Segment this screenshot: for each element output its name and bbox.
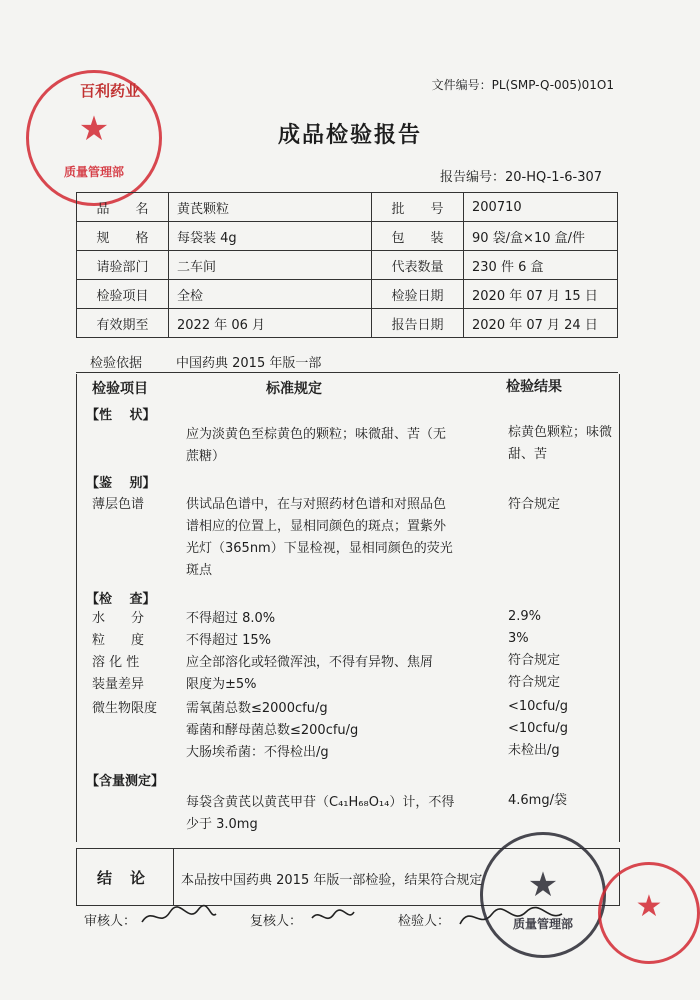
test-date-value: 2020 年 07 月 15 日 [464, 280, 618, 309]
star-icon: ★ [78, 109, 110, 149]
batch-value: 200710 [464, 193, 618, 222]
pack-value: 90 袋/盒×10 盒/件 [464, 222, 618, 251]
signature-graphic [308, 902, 358, 930]
stamp-qa-text: 质量管理部 [63, 165, 124, 179]
microbe-result-3: 未检出/g [508, 743, 560, 758]
company-brand: 百利药业 [80, 82, 141, 100]
water-standard: 不得超过 8.0% [186, 611, 276, 626]
col-header-result: 检验结果 [506, 379, 562, 395]
test-date-label: 检验日期 [372, 280, 464, 309]
tester-label: 检验人： [398, 914, 451, 929]
tlc-item: 薄层色谱 [92, 497, 145, 512]
dept-value: 二车间 [169, 251, 372, 280]
section-identification: 【鉴 别】 [86, 476, 156, 491]
pack-label: 包 装 [372, 222, 464, 251]
rechecker-label: 复核人： [250, 914, 303, 929]
company-stamp [480, 832, 606, 958]
expiry-value: 2022 年 06 月 [169, 309, 372, 338]
page-title: 成品检验报告 [277, 123, 422, 148]
assay-standard-2: 少于 3.0mg [186, 817, 258, 832]
microbe-standard-2: 霉菌和酵母菌总数≤200cfu/g [186, 723, 359, 738]
report-number: 报告编号：20-HQ-1-6-307 [440, 170, 603, 185]
conclusion-text: 本品按中国药典 2015 年版一部检验，结果符合规定 [181, 873, 483, 888]
solubility-result: 符合规定 [508, 653, 561, 668]
section-assay: 【含量测定】 [86, 774, 165, 789]
section-appearance: 【性 状】 [86, 408, 156, 423]
spec-value: 每袋装 4g [169, 222, 372, 251]
reviewer-label: 审核人： [84, 914, 137, 929]
tlc-result: 符合规定 [508, 497, 561, 512]
microbe-standard-3: 大肠埃希菌：不得检出/g [186, 745, 329, 760]
info-table [76, 192, 618, 338]
basis-value: 中国药典 2015 年版一部 [176, 356, 322, 371]
signature-graphic [138, 902, 218, 930]
doc-number: 文件编号：PL(SMP-Q-005)01O1 [431, 78, 614, 92]
col-header-item: 检验项目 [92, 381, 148, 397]
basis-label: 检验依据 [90, 356, 143, 371]
water-result: 2.9% [508, 609, 542, 624]
appearance-standard-2: 蔗糖） [186, 449, 226, 464]
report-date-value: 2020 年 07 月 24 日 [464, 309, 618, 338]
item-label: 检验项目 [77, 280, 169, 309]
microbe-item: 微生物限度 [92, 701, 158, 716]
rechecker-signature [308, 902, 358, 934]
col-header-standard: 标准规定 [266, 381, 322, 397]
appearance-standard-1: 应为淡黄色至棕黄色的颗粒；味微甜、苦（无 [186, 427, 447, 442]
assay-standard-1: 每袋含黄芪以黄芪甲苷（C₄₁H₆₈O₁₄）计，不得 [186, 795, 455, 810]
solubility-item: 溶 化 性 [92, 655, 140, 670]
tlc-standard-1: 供试品色谱中，在与对照药材色谱和对照品色 [186, 497, 447, 512]
tlc-standard-4: 斑点 [186, 563, 213, 578]
assay-result: 4.6mg/袋 [508, 793, 567, 808]
item-value: 全检 [169, 280, 372, 309]
dept-label: 请验部门 [77, 251, 169, 280]
microbe-result-2: <10cfu/g [508, 721, 569, 736]
microbe-result-1: <10cfu/g [508, 699, 569, 714]
product-value: 黄芪颗粒 [169, 193, 372, 222]
basis-row [76, 346, 618, 373]
qty-value: 230 件 6 盒 [464, 251, 618, 280]
size-standard: 不得超过 15% [186, 633, 272, 648]
solubility-standard: 应全部溶化或轻微浑浊，不得有异物、焦屑 [186, 655, 434, 670]
weight-standard: 限度为±5% [186, 677, 257, 692]
spec-label: 规 格 [77, 222, 169, 251]
section-check: 【检 查】 [86, 592, 156, 607]
stamp-company-text: 质量管理部 [512, 917, 573, 931]
product-label: 品 名 [77, 193, 169, 222]
star-icon: ★ [635, 889, 663, 924]
size-result: 3% [508, 631, 529, 646]
batch-label: 批 号 [372, 193, 464, 222]
report-date-label: 报告日期 [372, 309, 464, 338]
water-item: 水 分 [92, 611, 145, 626]
size-item: 粒 度 [92, 633, 145, 648]
appearance-result-1: 棕黄色颗粒；味微 [508, 425, 613, 440]
reviewer-signature [138, 902, 218, 934]
weight-item: 装量差异 [92, 677, 145, 692]
weight-result: 符合规定 [508, 675, 561, 690]
expiry-label: 有效期至 [77, 309, 169, 338]
star-icon: ★ [527, 865, 559, 905]
conclusion-label: 结论 [97, 869, 164, 887]
tlc-standard-3: 光灯（365nm）下显检视，显相同颜色的荧光 [186, 541, 453, 556]
conclusion-divider [173, 849, 174, 905]
qty-label: 代表数量 [372, 251, 464, 280]
microbe-standard-1: 需氧菌总数≤2000cfu/g [186, 701, 328, 716]
tlc-standard-2: 谱相应的位置上，显相同颜色的斑点；置紫外 [186, 519, 447, 534]
seller-stamp [598, 862, 700, 964]
appearance-result-2: 甜、苦 [508, 447, 548, 462]
